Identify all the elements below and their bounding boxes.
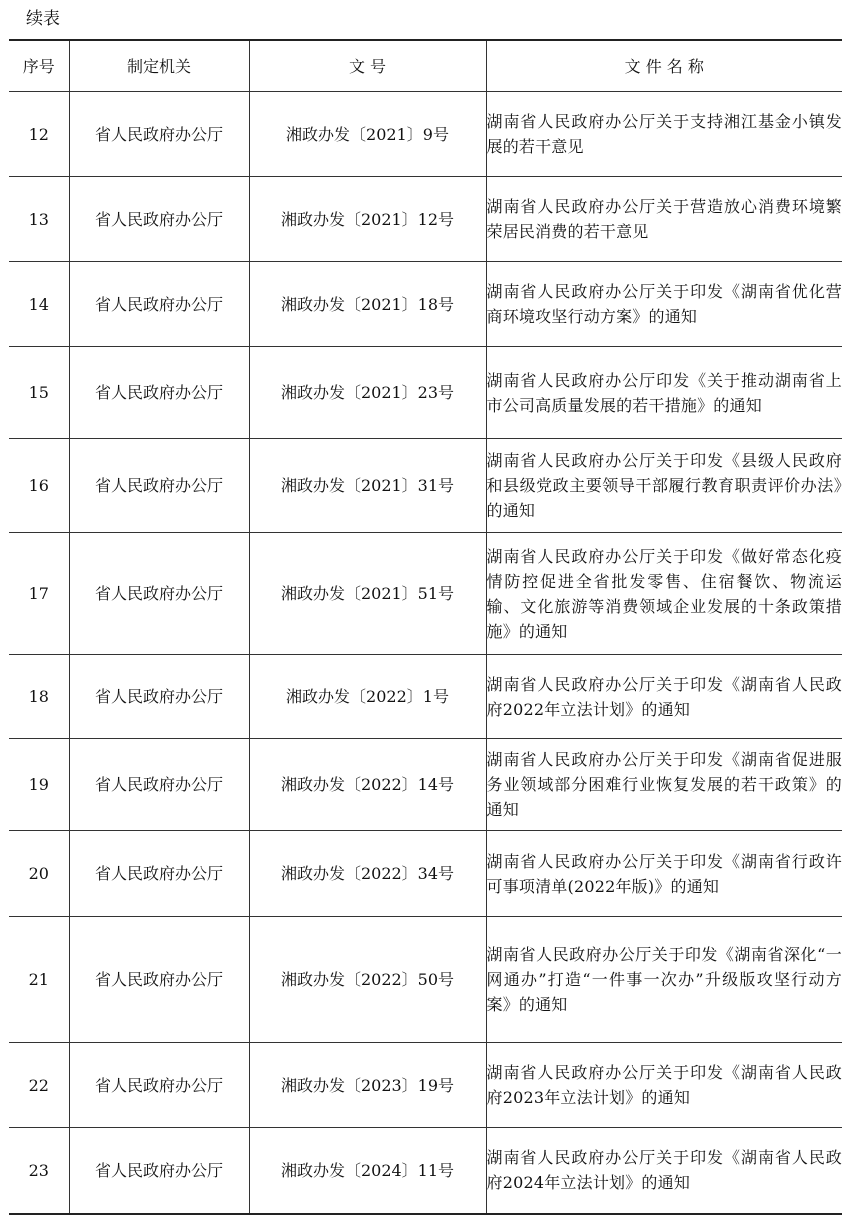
cell-serial-number: 16 xyxy=(9,439,69,533)
table-row xyxy=(9,831,842,917)
table-row xyxy=(9,92,842,177)
cell-document-title: 湖南省人民政府办公厅关于支持湘江基金小镇发展的若干意见 xyxy=(486,92,842,177)
cell-document-title: 湖南省人民政府办公厅关于印发《县级人民政府和县级党政主要领导干部履行教育职责评价办法》的通知 xyxy=(486,439,842,533)
cell-document-title: 湖南省人民政府办公厅关于印发《湖南省促进服务业领域部分困难行业恢复发展的若干政策》的通知 xyxy=(486,739,842,831)
cell-document-title: 湖南省人民政府办公厅关于印发《湖南省人民政府2023年立法计划》的通知 xyxy=(486,1043,842,1128)
header-serial-number: 序号 xyxy=(9,40,69,92)
cell-issuing-authority: 省人民政府办公厅 xyxy=(69,831,249,917)
cell-document-number: 湘政办发〔2022〕34号 xyxy=(249,831,486,917)
cell-serial-number: 21 xyxy=(9,917,69,1043)
cell-issuing-authority: 省人民政府办公厅 xyxy=(69,655,249,739)
cell-document-number: 湘政办发〔2021〕23号 xyxy=(249,347,486,439)
header-issuing-authority: 制定机关 xyxy=(69,40,249,92)
cell-document-title: 湖南省人民政府办公厅印发《关于推动湖南省上市公司高质量发展的若干措施》的通知 xyxy=(486,347,842,439)
regulation-document-table xyxy=(9,39,842,1215)
cell-serial-number: 22 xyxy=(9,1043,69,1128)
cell-serial-number: 17 xyxy=(9,533,69,655)
cell-document-title: 湖南省人民政府办公厅关于印发《湖南省优化营商环境攻坚行动方案》的通知 xyxy=(486,262,842,347)
cell-document-title: 湖南省人民政府办公厅关于印发《做好常态化疫情防控促进全省批发零售、住宿餐饮、物流运输、文化旅游等消费领域企业发展的十条政策措施》的通知 xyxy=(486,533,842,655)
cell-document-title: 湖南省人民政府办公厅关于营造放心消费环境繁荣居民消费的若干意见 xyxy=(486,177,842,262)
cell-document-number: 湘政办发〔2024〕11号 xyxy=(249,1128,486,1214)
cell-issuing-authority: 省人民政府办公厅 xyxy=(69,439,249,533)
table-row xyxy=(9,655,842,739)
cell-issuing-authority: 省人民政府办公厅 xyxy=(69,533,249,655)
cell-serial-number: 15 xyxy=(9,347,69,439)
table-caption: 续表 xyxy=(26,9,60,29)
cell-serial-number: 20 xyxy=(9,831,69,917)
table-row xyxy=(9,177,842,262)
table-row xyxy=(9,533,842,655)
cell-document-title: 湖南省人民政府办公厅关于印发《湖南省人民政府2024年立法计划》的通知 xyxy=(486,1128,842,1214)
cell-document-number: 湘政办发〔2021〕51号 xyxy=(249,533,486,655)
cell-document-number: 湘政办发〔2022〕14号 xyxy=(249,739,486,831)
table-body xyxy=(9,92,842,1214)
cell-serial-number: 23 xyxy=(9,1128,69,1214)
cell-issuing-authority: 省人民政府办公厅 xyxy=(69,1128,249,1214)
cell-document-number: 湘政办发〔2021〕9号 xyxy=(249,92,486,177)
cell-issuing-authority: 省人民政府办公厅 xyxy=(69,917,249,1043)
cell-document-number: 湘政办发〔2021〕12号 xyxy=(249,177,486,262)
cell-issuing-authority: 省人民政府办公厅 xyxy=(69,739,249,831)
table-row xyxy=(9,917,842,1043)
cell-document-number: 湘政办发〔2022〕1号 xyxy=(249,655,486,739)
table-row xyxy=(9,439,842,533)
cell-document-title: 湖南省人民政府办公厅关于印发《湖南省行政许可事项清单(2022年版)》的通知 xyxy=(486,831,842,917)
table-row xyxy=(9,1128,842,1214)
cell-document-number: 湘政办发〔2023〕19号 xyxy=(249,1043,486,1128)
table-row xyxy=(9,739,842,831)
header-document-title: 文 件 名 称 xyxy=(486,40,842,92)
table-row xyxy=(9,262,842,347)
cell-serial-number: 18 xyxy=(9,655,69,739)
cell-document-number: 湘政办发〔2021〕31号 xyxy=(249,439,486,533)
cell-document-title: 湖南省人民政府办公厅关于印发《湖南省深化“一网通办”打造“一件事一次办”升级版攻坚行动方案》的通知 xyxy=(486,917,842,1043)
cell-document-title: 湖南省人民政府办公厅关于印发《湖南省人民政府2022年立法计划》的通知 xyxy=(486,655,842,739)
cell-issuing-authority: 省人民政府办公厅 xyxy=(69,177,249,262)
cell-serial-number: 12 xyxy=(9,92,69,177)
cell-serial-number: 19 xyxy=(9,739,69,831)
cell-issuing-authority: 省人民政府办公厅 xyxy=(69,92,249,177)
cell-document-number: 湘政办发〔2021〕18号 xyxy=(249,262,486,347)
cell-serial-number: 14 xyxy=(9,262,69,347)
table-row xyxy=(9,347,842,439)
cell-issuing-authority: 省人民政府办公厅 xyxy=(69,347,249,439)
table-row xyxy=(9,1043,842,1128)
header-document-number: 文 号 xyxy=(249,40,486,92)
cell-issuing-authority: 省人民政府办公厅 xyxy=(69,1043,249,1128)
cell-serial-number: 13 xyxy=(9,177,69,262)
cell-issuing-authority: 省人民政府办公厅 xyxy=(69,262,249,347)
table-header-row xyxy=(9,40,842,92)
cell-document-number: 湘政办发〔2022〕50号 xyxy=(249,917,486,1043)
